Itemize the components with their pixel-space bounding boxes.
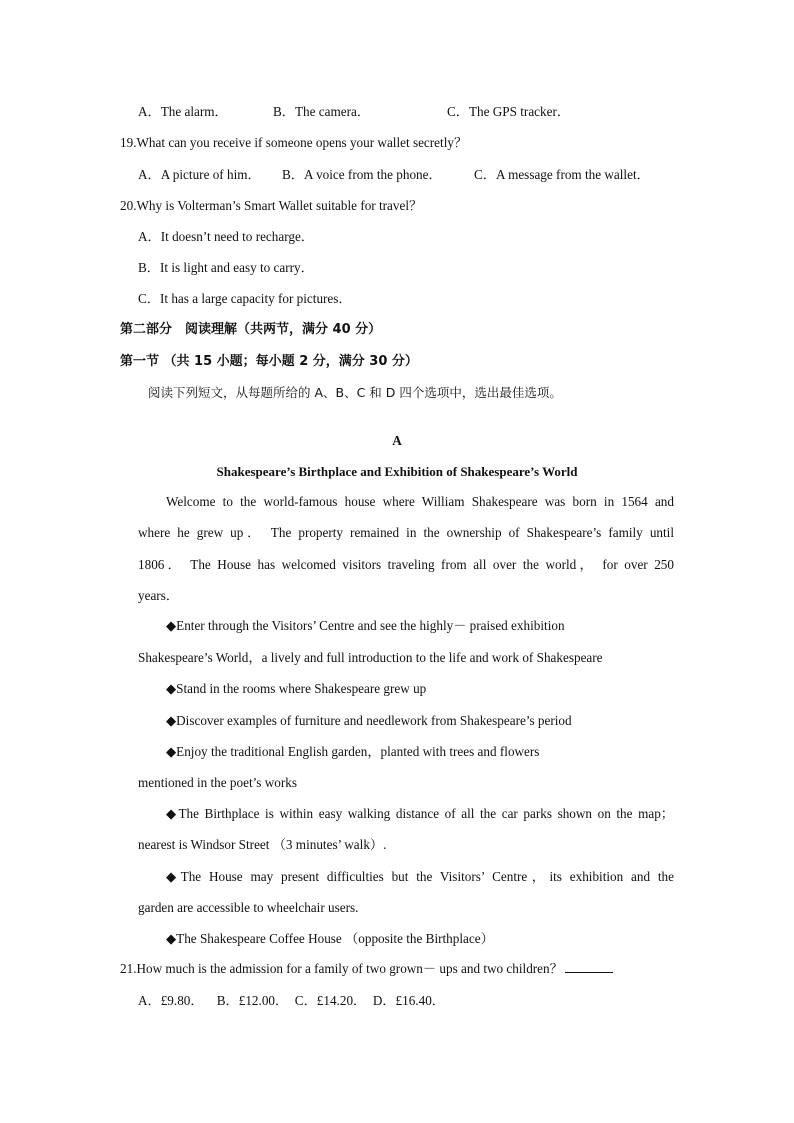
bullet-car-parks: ◆The Birthplace is within easy walking distance of all the car parks shown on the map； <box>166 806 674 821</box>
q20-option-c: C．It has a large capacity for pictures． <box>138 291 352 306</box>
q20-question: 20.Why is Volterman’s Smart Wallet suitable for travel？ <box>120 198 423 213</box>
bullet-garden-cont: mentioned in the poet’s works <box>138 775 297 790</box>
q21-options: A．£9.80． B．£12.00． C．£14.20． D．£16.40． <box>138 993 445 1008</box>
q20-option-b: B．It is light and easy to carry． <box>138 260 314 275</box>
bullet-garden: ◆Enjoy the traditional English garden，planted with trees and flowers <box>166 744 540 759</box>
q19-option-b: B．A voice from the phone． <box>282 167 442 182</box>
q21-line <box>120 960 613 978</box>
intro-line-3: 1806． The House has welcomed visitors traveling from all over the world， for over 250 <box>138 557 674 572</box>
bullet-accessibility: ◆The House may present difficulties but the Visitors’ Centre，its exhibition and the <box>166 869 674 884</box>
q18-option-c: C．The GPS tracker． <box>447 104 571 119</box>
q18-option-a: A．The alarm． <box>138 104 228 119</box>
intro-line-1: Welcome to the world-famous house where William Shakespeare was born in 1564 and <box>166 494 674 509</box>
q20-option-a: A．It doesn’t need to recharge． <box>138 229 315 244</box>
section1-heading: 第一节 （共 15 小题；每小题 2 分，满分 30 分） <box>120 354 418 369</box>
q19-option-a: A．A picture of him． <box>138 167 261 182</box>
bullet-rooms: ◆Stand in the rooms where Shakespeare grew up <box>166 681 427 696</box>
instruction-text: 阅读下列短文，从每题所给的 A、B、C 和 D 四个选项中，选出最佳选项。 <box>148 385 562 400</box>
passage-letter: A <box>392 433 402 448</box>
answer-blank <box>565 960 613 973</box>
bullet-visitors-centre-cont: Shakespeare’s World，a lively and full introduction to the life and work of Shakespeare <box>138 650 603 665</box>
q18-option-b: B．The camera． <box>273 104 371 119</box>
passage-title: Shakespeare’s Birthplace and Exhibition of Shakespeare’s World <box>216 464 578 479</box>
intro-line-4: years． <box>138 588 180 603</box>
q19-option-c: C．A message from the wallet． <box>474 167 650 182</box>
part2-heading: 第二部分 阅读理解（共两节，满分 40 分） <box>120 322 382 337</box>
intro-line-2: where he grew up． The property remained in the ownership of Shakespeare’s family until <box>138 525 674 540</box>
q21-question: 21.How much is the admission for a family of two grown－ ups and two children？ <box>120 961 563 976</box>
q19-question: 19.What can you receive if someone opens your wallet secretly？ <box>120 135 468 150</box>
bullet-furniture: ◆Discover examples of furniture and needlework from Shakespeare’s period <box>166 713 572 728</box>
bullet-accessibility-cont: garden are accessible to wheelchair users. <box>138 900 359 915</box>
bullet-car-parks-cont: nearest is Windsor Street （3 minutes’ walk）. <box>138 837 387 852</box>
bullet-visitors-centre: ◆Enter through the Visitors’ Centre and see the highly－ praised exhibition <box>166 618 565 633</box>
bullet-coffee-house: ◆The Shakespeare Coffee House （opposite the Birthplace） <box>166 931 494 946</box>
